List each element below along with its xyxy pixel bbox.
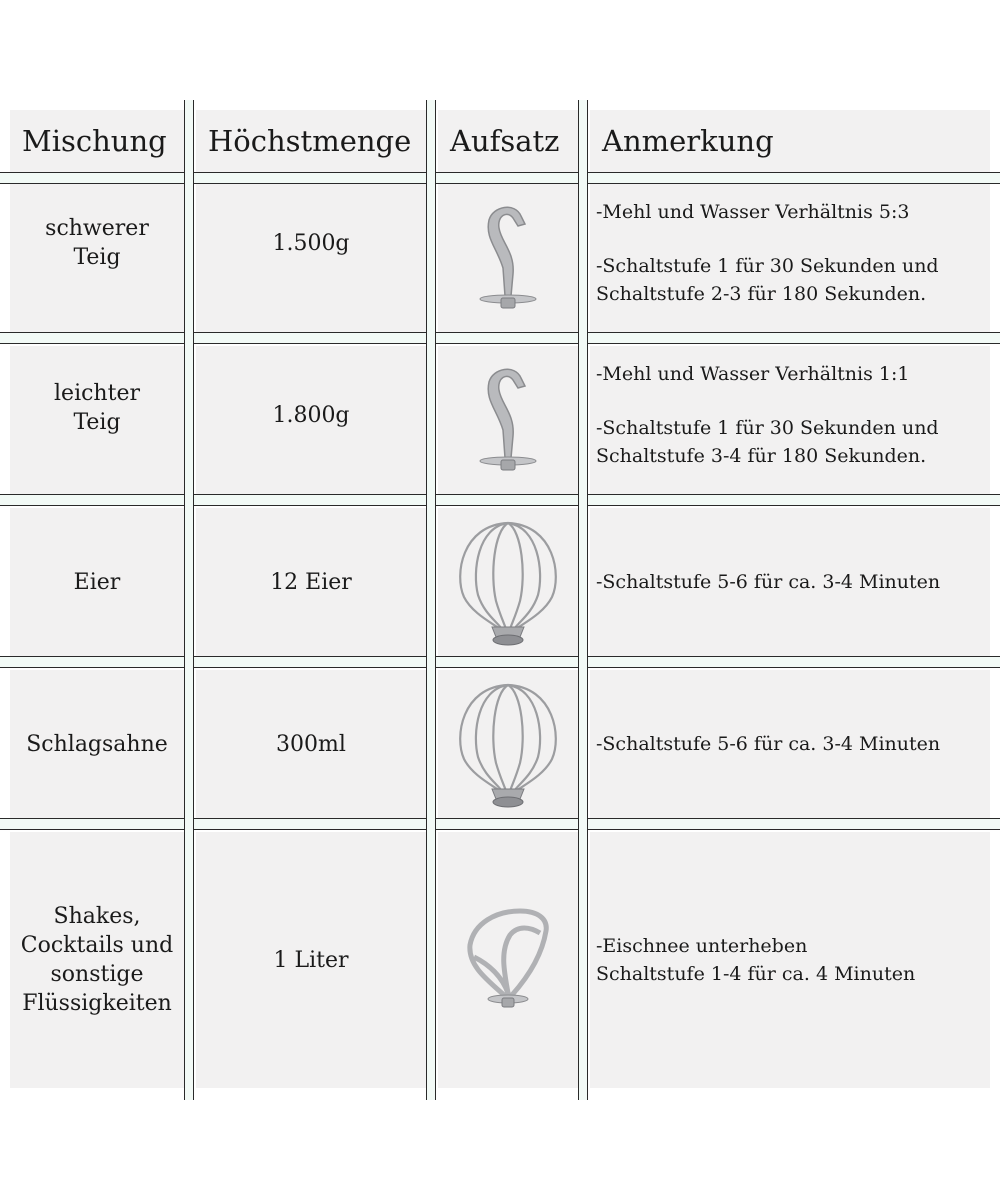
wire-whisk-icon xyxy=(450,515,566,649)
row5-max: 1 Liter xyxy=(196,832,426,1088)
row4-note: -Schaltstufe 5-6 für ca. 3-4 Minuten xyxy=(590,670,990,818)
column-divider xyxy=(426,100,436,1100)
row1-attachment xyxy=(438,184,578,332)
row3-attachment xyxy=(438,508,578,656)
row3-note: -Schaltstufe 5-6 für ca. 3-4 Minuten xyxy=(590,508,990,656)
row3-mix: Eier xyxy=(10,508,184,656)
row2-max: 1.800g xyxy=(196,346,426,494)
row1-mix: schwerer Teig xyxy=(10,184,184,332)
header-aufsatz: Aufsatz xyxy=(438,110,578,172)
row5-note: -Eischnee unterheben Schaltstufe 1-4 für ca. 4 Minuten xyxy=(590,832,990,1088)
row-divider xyxy=(0,656,1000,668)
column-divider xyxy=(578,100,588,1100)
header-hoechstmenge: Höchstmenge xyxy=(196,110,426,172)
row1-note: -Mehl und Wasser Verhältnis 5:3 -Schaltstufe 1 für 30 Sekunden und Schaltstufe 2-3 für 180 Sekunden. xyxy=(590,184,990,332)
row5-attachment xyxy=(438,832,578,1088)
row4-attachment xyxy=(438,670,578,818)
row-divider xyxy=(0,494,1000,506)
row4-max: 300ml xyxy=(196,670,426,818)
column-divider xyxy=(184,100,194,1100)
row2-attachment xyxy=(438,346,578,494)
row-divider xyxy=(0,172,1000,184)
row5-mix: Shakes, Cocktails und sonstige Flüssigkeiten xyxy=(10,832,184,1088)
row2-note: -Mehl und Wasser Verhältnis 1:1 -Schaltstufe 1 für 30 Sekunden und Schaltstufe 3-4 für 180 Sekunden. xyxy=(590,346,990,494)
row3-max: 12 Eier xyxy=(196,508,426,656)
row2-mix: leichter Teig xyxy=(10,346,184,494)
row-divider xyxy=(0,332,1000,344)
header-mischung: Mischung xyxy=(10,110,184,172)
dough-hook-icon xyxy=(463,198,553,318)
flat-beater-icon xyxy=(460,905,556,1015)
row1-max: 1.500g xyxy=(196,184,426,332)
row4-mix: Schlagsahne xyxy=(10,670,184,818)
dough-hook-icon xyxy=(463,360,553,480)
row-divider xyxy=(0,818,1000,830)
wire-whisk-icon xyxy=(450,677,566,811)
header-anmerkung: Anmerkung xyxy=(590,110,990,172)
